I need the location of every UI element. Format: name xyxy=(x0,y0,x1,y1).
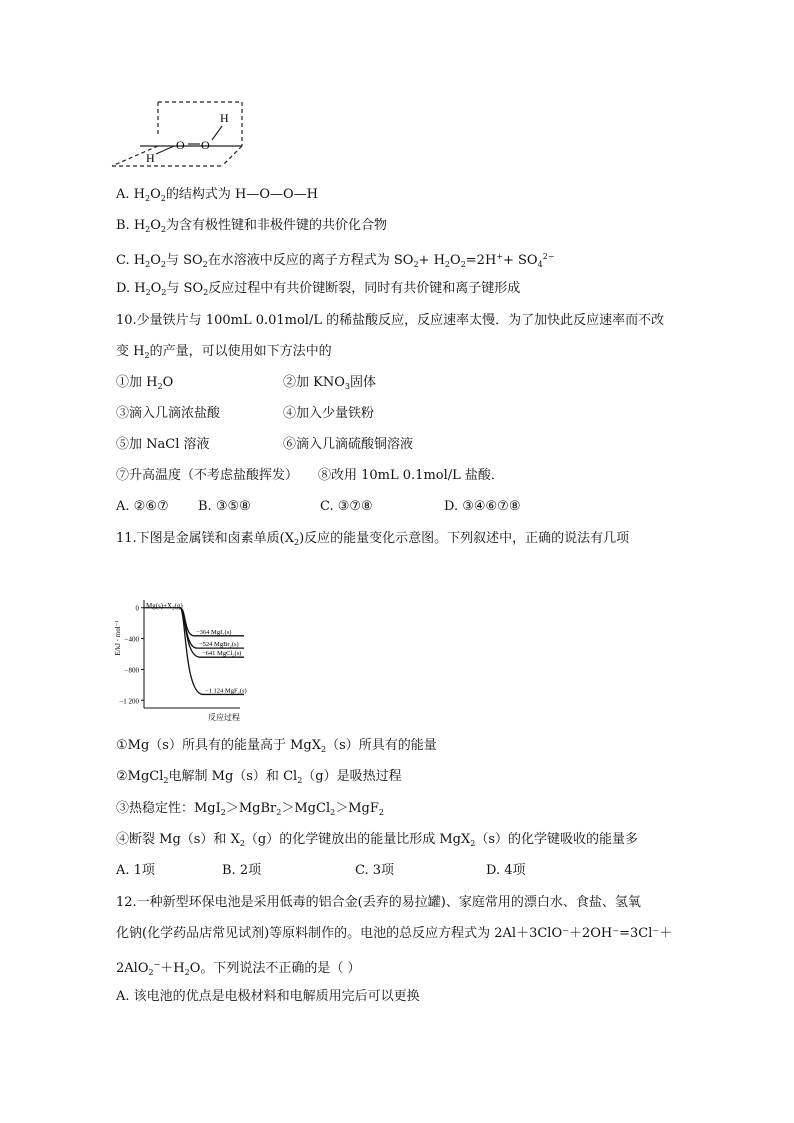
q11-statement-3: ③热稳定性：MgI$_2$＞MgBr$_2$＞MgCl$_2$＞MgF$_2$ xyxy=(116,801,384,817)
q10-option-b: B. ③⑤⑧ xyxy=(198,499,251,514)
y-tick-label: −1 200 xyxy=(119,697,139,706)
q12-stem-line2: 化钠(化学药品店常见试剂)等原料制作的。电池的总反应方程式为 2Al＋3ClO⁻＋2OH⁻=3Cl⁻＋ xyxy=(116,926,673,941)
series-label-1: −364 MgI₂(s) xyxy=(196,628,232,636)
q10-stem-line2: 变 $H_2$的产量，可以使用如下方法中的 xyxy=(116,344,332,360)
y-tick-label: −400 xyxy=(124,635,139,644)
atom-o-left: O xyxy=(176,138,185,152)
bond-o-h xyxy=(212,126,222,140)
start-level-label: Mg(s)+X₂(g) xyxy=(146,602,183,610)
q9-option-a: A. $H_2O_2$的结构式为 H—O—O—H xyxy=(116,187,318,203)
y-tick-label: −800 xyxy=(124,666,139,675)
bond-h-o xyxy=(156,146,174,154)
q11-option-c: C. 3项 xyxy=(355,863,395,878)
series-label-4: −1 124 MgF₂(s) xyxy=(205,687,247,695)
h2o2-structure-figure xyxy=(110,96,250,168)
q11-statement-4: ④断裂 Mg（s）和 $X_2(g)$的化学键放出的能量比形成 MgX$_2$（s）的化学键吸收的能量多 xyxy=(116,832,639,848)
atom-h-right: H xyxy=(220,111,229,125)
q12-option-a: A. 该电池的优点是电极材料和电解质用完后可以更换 xyxy=(116,989,420,1004)
q11-option-a: A. 1项 xyxy=(116,863,155,878)
dashed-plane-frame xyxy=(158,102,242,146)
q10-choice-8: ⑧改用 10mL 0.1mol/L 盐酸． xyxy=(318,468,504,483)
atom-o-right: O xyxy=(201,138,210,152)
y-tick-label: 0 xyxy=(135,604,139,613)
q10-choice-4: ④加入少量铁粉 xyxy=(283,406,375,421)
q10-choice-7: ⑦升高温度（不考虑盐酸挥发） xyxy=(116,468,299,483)
q10-choice-2: ②加 $KNO_3$固体 xyxy=(283,375,376,391)
q10-choice-3: ③滴入几滴浓盐酸 xyxy=(116,406,221,421)
series-label-2: −524 MgBr₂(s) xyxy=(199,641,239,649)
x-axis-label: 反应过程 xyxy=(208,713,240,722)
q10-stem-line1: 10.少量铁片与 100mL 0.01mol/L 的稀盐酸反应，反应速率太慢．为了加快此反应速率而不改 xyxy=(116,313,665,328)
q11-option-b: B. 2项 xyxy=(222,863,262,878)
q10-choice-1: ①加 $H_2O$ xyxy=(116,375,174,391)
q12-stem-line3: $2AlO_2^-+H_2O$。下列说法不正确的是（ ） xyxy=(116,960,361,977)
q10-option-a: A. ②⑥⑦ xyxy=(116,499,169,514)
q12-stem-line1: 12.一种新型环保电池是采用低毒的铝合金(丢弃的易拉罐)、家庭常用的漂白水、食盐、氢氧 xyxy=(116,895,641,910)
q10-choice-5: ⑤加 NaCl 溶液 xyxy=(116,437,210,452)
q9-option-c: C. $H_2O_2$与 $SO_2$在水溶液中反应的离子方程式为 $SO_2+ H_2O_2=2H^++ SO_4^{2-}$ xyxy=(116,252,555,269)
q11-stem: 11.下图是金属镁和卤素单质$(X_2)$反应的能量变化示意图。下列叙述中，正确的说法有几项 xyxy=(116,531,630,547)
q10-choice-6: ⑥滴入几滴硫酸铜溶液 xyxy=(283,437,414,452)
energy-diagram-chart xyxy=(108,596,258,724)
q9-option-d: D. $H_2O_2$与 $SO_2$反应过程中有共价键断裂，同时有共价键和离子键形成 xyxy=(116,281,521,297)
atom-h-left: H xyxy=(146,151,155,165)
y-axis-label: E/kJ · mol⁻¹ xyxy=(114,620,122,656)
series-label-3: −641 MgCl₂(s) xyxy=(202,650,242,658)
q10-option-c: C. ③⑦⑧ xyxy=(320,499,373,514)
plane-right-diagonal xyxy=(222,146,242,166)
q11-option-d: D. 4项 xyxy=(486,863,526,878)
q9-option-b: B. $H_2O_2$为含有极性键和非极件键的共价化合物 xyxy=(116,218,388,234)
q10-option-d: D. ③④⑥⑦⑧ xyxy=(444,499,521,514)
q11-statement-2: ②MgCl$_2$电解制 Mg（s）和 $Cl_2(g)$是吸热过程 xyxy=(116,769,402,785)
q11-statement-1: ①Mg（s）所具有的能量高于 MgX$_2$（s）所具有的能量 xyxy=(116,738,437,754)
